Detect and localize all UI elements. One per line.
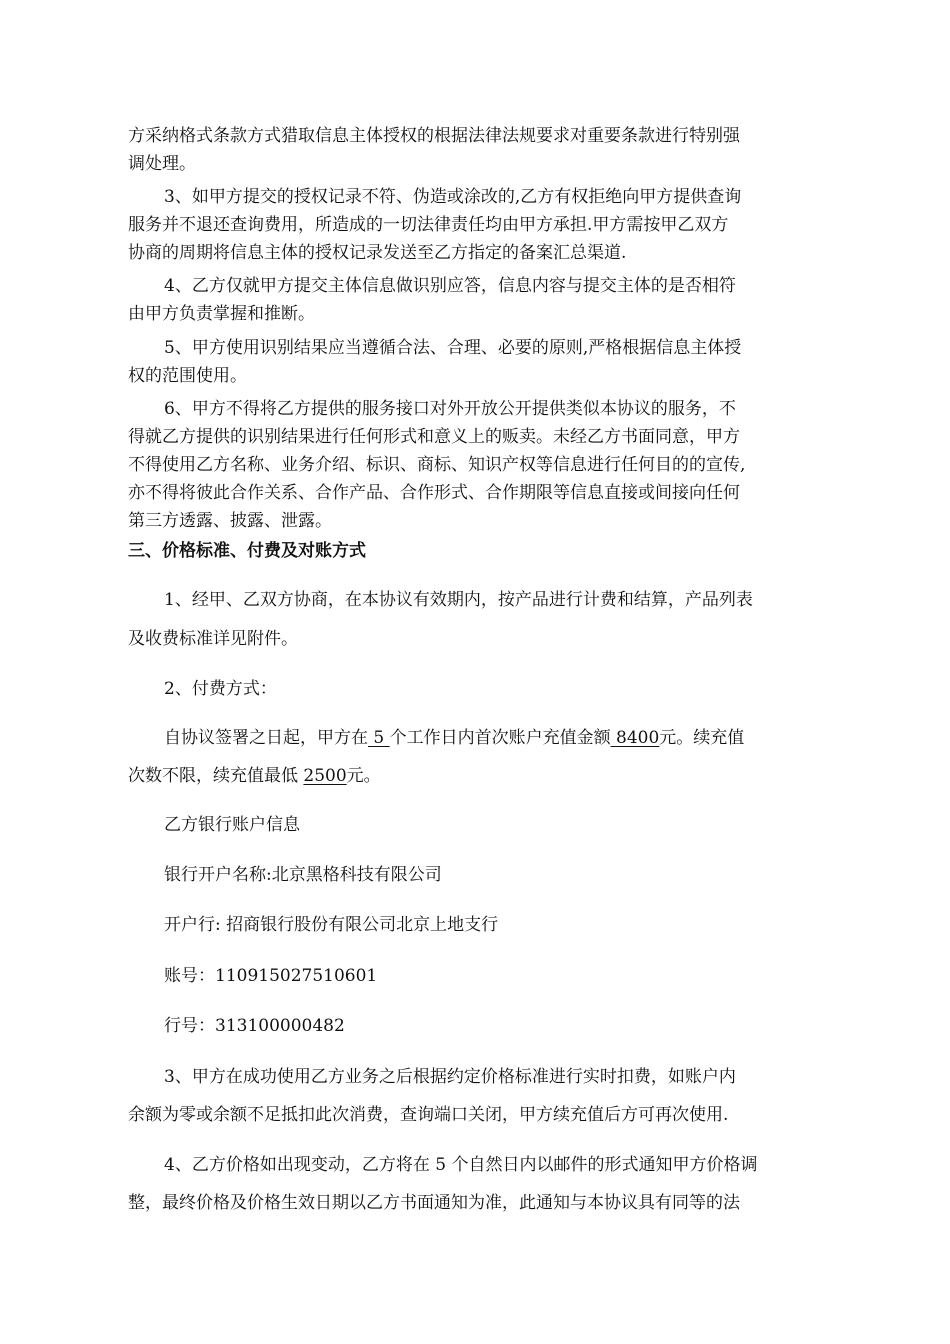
clause-item-6-line: 亦不得将彼此合作关系、合作产品、合作形式、合作期限等信息直接或间接向任何 bbox=[128, 483, 740, 503]
payment-terms-line bbox=[128, 763, 381, 789]
clause-item-3-line: 协商的周期将信息主体的授权记录发送至乙方指定的备案汇总渠道. bbox=[128, 243, 627, 263]
bank-branch: 开户行: 招商银行股份有限公司北京上地支行 bbox=[164, 915, 499, 935]
clause-item-5-line: 5、甲方使用识别结果应当遵循合法、合理、必要的原则,严格根据信息主体授 bbox=[164, 338, 742, 358]
payment-text: 自协议签署之日起，甲方在 bbox=[164, 728, 368, 748]
clause-item-4-line: 4、乙方仅就甲方提交主体信息做识别应答，信息内容与提交主体的是否相符 bbox=[164, 276, 736, 296]
clause-item-4-line: 由甲方负责掌握和推断。 bbox=[128, 304, 315, 324]
clause-item-6-line: 6、甲方不得将乙方提供的服务接口对外开放公开提供类似本协议的服务，不 bbox=[164, 399, 736, 419]
clause-line: 调处理。 bbox=[128, 154, 196, 174]
min-topup-value: 2500 bbox=[303, 766, 347, 786]
clause-item-6-line: 不得使用乙方名称、业务介绍、标识、商标、知识产权等信息进行任何目的的宣传, bbox=[128, 455, 746, 475]
bank-account-name: 银行开户名称:北京黑格科技有限公司 bbox=[164, 865, 442, 885]
clause-item-3-line: 3、如甲方提交的授权记录不符、伪造或涂改的,乙方有权拒绝向甲方提供查询 bbox=[164, 187, 742, 207]
payment-text: 个工作日内首次账户充值金额 bbox=[389, 728, 611, 748]
payment-method-label: 2、付费方式： bbox=[164, 679, 277, 699]
pricing-item-4-line: 整，最终价格及价格生效日期以乙方书面通知为准，此通知与本协议具有同等的法 bbox=[128, 1193, 740, 1213]
pricing-item-1-line: 及收费标准详见附件。 bbox=[128, 629, 298, 649]
payment-text: 元。 bbox=[346, 766, 381, 786]
initial-amount-value: 8400 bbox=[610, 728, 660, 748]
bank-account-number: 账号：110915027510601 bbox=[164, 966, 378, 986]
bank-info-title: 乙方银行账户信息 bbox=[164, 815, 300, 835]
payment-text: 次数不限，续充值最低 bbox=[128, 766, 304, 786]
payment-terms-line bbox=[164, 725, 744, 751]
pricing-item-4-line: 4、乙方价格如出现变动，乙方将在 5 个自然日内以邮件的形式通知甲方价格调 bbox=[164, 1155, 758, 1175]
clause-line: 方采纳格式条款方式猎取信息主体授权的根据法律法规要求对重要条款进行特别强 bbox=[128, 126, 740, 146]
clause-item-3-line: 服务并不退还查询费用，所造成的一切法律责任均由甲方承担.甲方需按甲乙双方 bbox=[128, 215, 729, 235]
payment-days-value: 5 bbox=[368, 728, 390, 748]
clause-item-6-line: 得就乙方提供的识别结果进行任何形式和意义上的贩卖。未经乙方书面同意，甲方 bbox=[128, 427, 740, 447]
pricing-item-1-line: 1、经甲、乙双方协商，在本协议有效期内，按产品进行计费和结算，产品列表 bbox=[164, 590, 753, 610]
bank-code: 行号：313100000482 bbox=[164, 1016, 345, 1036]
clause-item-6-line: 第三方透露、披露、泄露。 bbox=[128, 511, 332, 531]
pricing-item-3-line: 余额为零或余额不足抵扣此次消费，查询端口关闭，甲方续充值后方可再次使用. bbox=[128, 1105, 729, 1125]
pricing-item-3-line: 3、甲方在成功使用乙方业务之后根据约定价格标准进行实时扣费，如账户内 bbox=[164, 1067, 736, 1087]
clause-item-5-line: 权的范围使用。 bbox=[128, 366, 247, 386]
section-heading: 三、价格标准、付费及对账方式 bbox=[128, 541, 366, 561]
payment-text: 元。续充值 bbox=[659, 728, 745, 748]
